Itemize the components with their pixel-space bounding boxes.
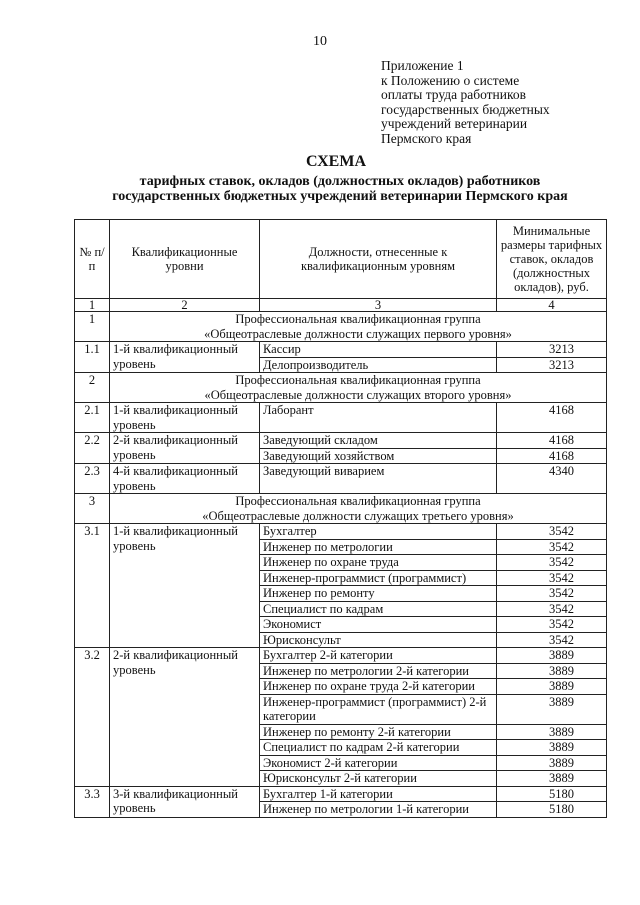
subtitle-line: тарифных ставок, окладов (должностных окладов) работников	[139, 174, 541, 189]
position-name: Юрисконсульт 2-й категории	[260, 771, 497, 787]
group-title-line: «Общеотраслевые должности служащих первого уровня»	[204, 326, 512, 341]
column-number: 2	[110, 299, 260, 312]
column-number: 3	[260, 299, 497, 312]
appendix-line: Приложение 1	[381, 58, 464, 73]
position-name: Бухгалтер	[260, 524, 497, 540]
salary-value: 3889	[497, 755, 607, 771]
table-body	[75, 312, 607, 818]
page-number: 10	[313, 34, 327, 49]
header-positions: Должности, отнесенные к квалификационным уровням	[260, 220, 497, 299]
group-number: 1	[75, 312, 110, 342]
salary-value: 3542	[497, 601, 607, 617]
group-title-line: Профессиональная квалификационная группа	[235, 494, 481, 508]
group-title-line: «Общеотраслевые должности служащих третьего уровня»	[202, 508, 514, 523]
position-name: Экономист 2-й категории	[260, 755, 497, 771]
level-number: 3.3	[75, 786, 110, 817]
level-name: 4-й квалификационный уровень	[110, 464, 260, 494]
salary-value: 4168	[497, 403, 607, 433]
salary-value: 3542	[497, 524, 607, 540]
group-title	[110, 312, 607, 342]
salary-value: 4168	[497, 433, 607, 449]
salary-value: 3213	[497, 357, 607, 373]
group-title	[110, 494, 607, 524]
appendix-line: оплаты труда работников	[381, 87, 526, 102]
group-number: 2	[75, 373, 110, 403]
salary-value: 3542	[497, 570, 607, 586]
position-name: Заведующий складом	[260, 433, 497, 449]
document-subtitle	[78, 174, 602, 204]
group-title-line: Профессиональная квалификационная группа	[235, 312, 481, 326]
position-name: Инженер по метрологии	[260, 539, 497, 555]
table-row	[75, 433, 607, 449]
position-name: Специалист по кадрам 2-й категории	[260, 740, 497, 756]
level-number: 3.1	[75, 524, 110, 648]
table-row	[75, 403, 607, 433]
appendix-note	[381, 59, 550, 146]
table-row	[75, 342, 607, 358]
salary-value: 3542	[497, 586, 607, 602]
position-name: Инженер по метрологии 1-й категории	[260, 802, 497, 818]
tariff-table	[74, 219, 607, 818]
salary-value: 3889	[497, 724, 607, 740]
level-name: 2-й квалификационный уровень	[110, 433, 260, 464]
level-name: 3-й квалификационный уровень	[110, 786, 260, 817]
level-name: 1-й квалификационный уровень	[110, 524, 260, 648]
group-row	[75, 312, 607, 342]
header-salary: Минимальные размеры тарифных ставок, окладов (должностных окладов), руб.	[497, 220, 607, 299]
position-name: Инженер по ремонту	[260, 586, 497, 602]
level-number: 2.2	[75, 433, 110, 464]
group-row	[75, 373, 607, 403]
salary-value: 3889	[497, 771, 607, 787]
position-name: Инженер по охране труда 2-й категории	[260, 679, 497, 695]
salary-value: 3889	[497, 648, 607, 664]
salary-value: 5180	[497, 786, 607, 802]
salary-value: 3542	[497, 632, 607, 648]
table-row	[75, 464, 607, 494]
salary-value: 3213	[497, 342, 607, 358]
header-num: № п/п	[75, 220, 110, 299]
level-number: 3.2	[75, 648, 110, 787]
table-row	[75, 524, 607, 540]
group-title-line: «Общеотраслевые должности служащих второго уровня»	[204, 387, 512, 402]
salary-value: 3889	[497, 663, 607, 679]
position-name: Юрисконсульт	[260, 632, 497, 648]
appendix-line: учреждений ветеринарии	[381, 116, 528, 131]
position-name: Заведующий виварием	[260, 464, 497, 494]
group-number: 3	[75, 494, 110, 524]
level-number: 2.1	[75, 403, 110, 433]
salary-value: 3889	[497, 694, 607, 724]
salary-value: 3542	[497, 617, 607, 633]
column-number: 1	[75, 299, 110, 312]
salary-value: 5180	[497, 802, 607, 818]
position-name: Инженер по охране труда	[260, 555, 497, 571]
group-title	[110, 373, 607, 403]
position-name: Инженер-программист (программист)	[260, 570, 497, 586]
position-name: Инженер по метрологии 2-й категории	[260, 663, 497, 679]
appendix-line: государственных бюджетных	[381, 101, 550, 117]
position-name: Лаборант	[260, 403, 497, 433]
salary-value: 4340	[497, 464, 607, 494]
level-number: 1.1	[75, 342, 110, 373]
position-name: Кассир	[260, 342, 497, 358]
level-name: 1-й квалификационный уровень	[110, 342, 260, 373]
position-name: Бухгалтер 1-й категории	[260, 786, 497, 802]
salary-value: 3889	[497, 679, 607, 695]
salary-value: 3542	[497, 539, 607, 555]
appendix-line: Пермского края	[381, 130, 472, 146]
subtitle-line: государственных бюджетных учреждений ветеринарии Пермского края	[112, 189, 568, 204]
level-number: 2.3	[75, 464, 110, 494]
group-title-line: Профессиональная квалификационная группа	[235, 373, 481, 387]
position-name: Заведующий хозяйством	[260, 448, 497, 464]
group-row	[75, 494, 607, 524]
position-name: Делопроизводитель	[260, 357, 497, 373]
appendix-line: к Положению о системе	[381, 72, 520, 88]
document-title: СХЕМА	[305, 153, 367, 170]
position-name: Инженер-программист (программист) 2-й категории	[260, 694, 497, 724]
position-name: Инженер по ремонту 2-й категории	[260, 724, 497, 740]
position-name: Специалист по кадрам	[260, 601, 497, 617]
salary-value: 4168	[497, 448, 607, 464]
column-number: 4	[497, 299, 607, 312]
level-name: 2-й квалификационный уровень	[110, 648, 260, 787]
table-row	[75, 648, 607, 664]
level-name: 1-й квалификационный уровень	[110, 403, 260, 433]
salary-value: 3889	[497, 740, 607, 756]
column-number-row	[75, 299, 607, 312]
salary-value: 3542	[497, 555, 607, 571]
table-header-row	[75, 220, 607, 299]
position-name: Экономист	[260, 617, 497, 633]
header-level: Квалификационные уровни	[110, 220, 260, 299]
position-name: Бухгалтер 2-й категории	[260, 648, 497, 664]
table-row	[75, 786, 607, 802]
